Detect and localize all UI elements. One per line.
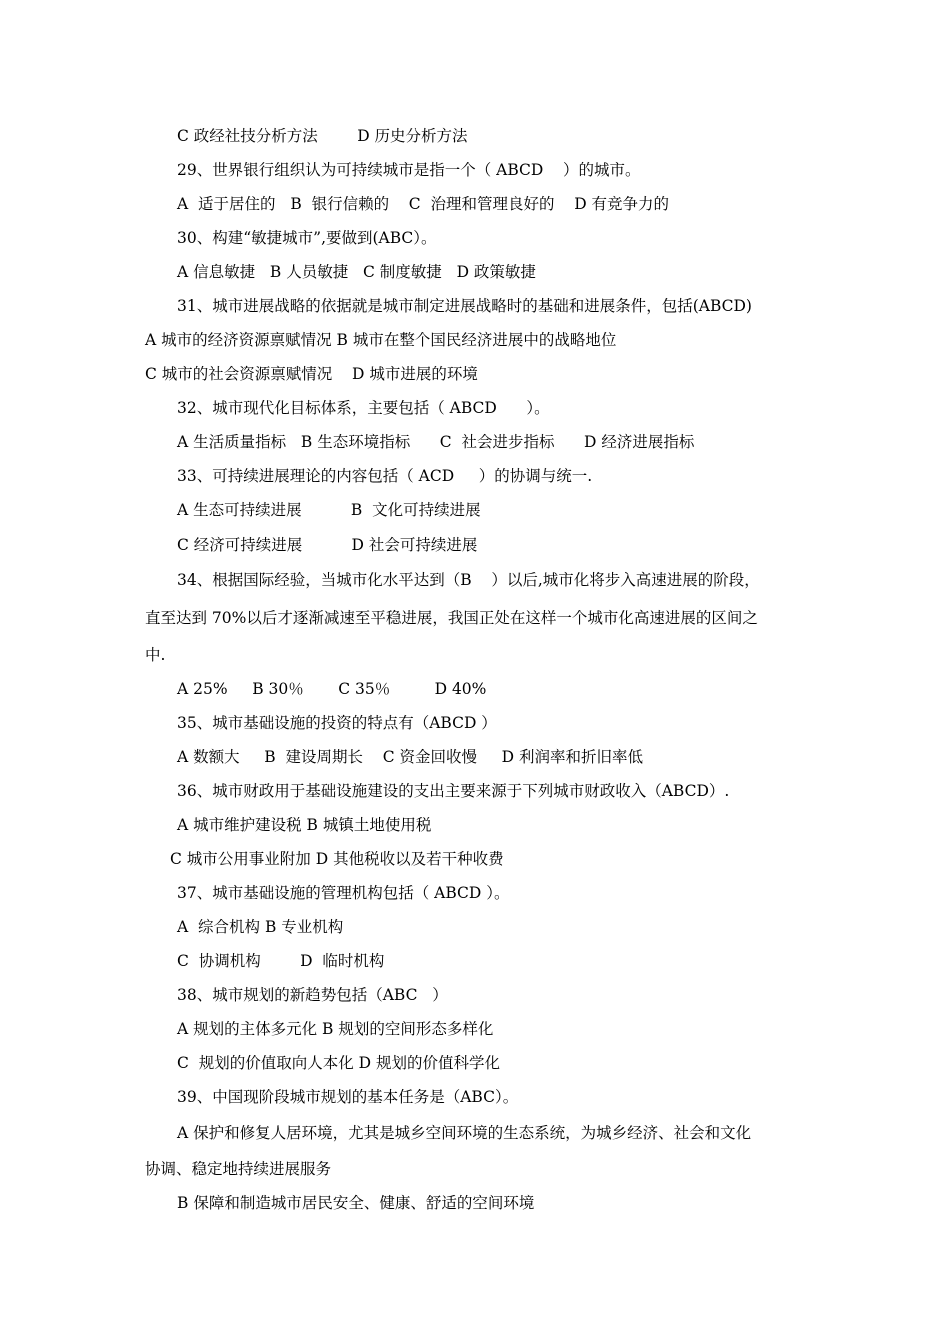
question-34-line-2: 直至达到 70%以后才逐渐减速至平稳进展，我国正处在这样一个城市化高速进展的区间之: [145, 609, 758, 627]
options-37-line-2: C 协调机构 D 临时机构: [177, 952, 385, 970]
options-33-line-2: C 经济可持续进展 D 社会可持续进展: [177, 536, 478, 554]
question-35: 35、城市基础设施的投资的特点有（ABCD ）: [177, 714, 497, 732]
options-29: A 适于居住的 B 银行信赖的 C 治理和管理良好的 D 有竞争力的: [177, 195, 670, 213]
options-33-line-1: A 生态可持续进展 B 文化可持续进展: [177, 501, 481, 519]
options-39-b: B 保障和制造城市居民安全、健康、舒适的空间环境: [177, 1194, 535, 1212]
options-39-a-line-1: A 保护和修复人居环境，尤其是城乡空间环境的生态系统，为城乡经济、社会和文化: [177, 1124, 752, 1142]
options-38-line-1: A 规划的主体多元化 B 规划的空间形态多样化: [177, 1020, 494, 1038]
options-36-line-2: C 城市公用事业附加 D 其他税收以及若干种收费: [170, 850, 504, 868]
options-38-line-2: C 规划的价值取向人本化 D 规划的价值科学化: [177, 1054, 500, 1072]
question-31: 31、城市进展战略的依据就是城市制定进展战略时的基础和进展条件，包括(ABCD): [177, 297, 752, 315]
options-31-line-1: A 城市的经济资源禀赋情况 B 城市在整个国民经济进展中的战略地位: [145, 331, 617, 349]
options-36-line-1: A 城市维护建设税 B 城镇土地使用税: [177, 816, 432, 834]
question-39: 39、中国现阶段城市规划的基本任务是（ABC）。: [177, 1088, 519, 1106]
options-37-line-1: A 综合机构 B 专业机构: [177, 918, 344, 936]
options-32: A 生活质量指标 B 生态环境指标 C 社会进步指标 D 经济进展指标: [177, 433, 695, 451]
options-35: A 数额大 B 建设周期长 C 资金回收慢 D 利润率和折旧率低: [177, 748, 643, 766]
question-38: 38、城市规划的新趋势包括（ABC ）: [177, 986, 448, 1004]
question-29: 29、世界银行组织认为可持续城市是指一个（ ABCD ）的城市。: [177, 161, 641, 179]
options-39-a-line-2: 协调、稳定地持续进展服务: [145, 1160, 332, 1178]
question-34-line-3: 中.: [145, 646, 166, 664]
question-36: 36、城市财政用于基础设施建设的支出主要来源于下列城市财政收入（ABCD）.: [177, 782, 730, 800]
text-line: C 政经社技分析方法 D 历史分析方法: [177, 127, 468, 145]
question-30: 30、构建“敏捷城市”,要做到(ABC）。: [177, 229, 437, 247]
question-32: 32、城市现代化目标体系，主要包括（ ABCD ）。: [177, 399, 550, 417]
question-37: 37、城市基础设施的管理机构包括（ ABCD ）。: [177, 884, 510, 902]
question-33: 33、可持续进展理论的内容包括（ ACD ）的协调与统一.: [177, 467, 593, 485]
options-34: A 25% B 30％ C 35％ D 40%: [177, 680, 487, 698]
options-31-line-2: C 城市的社会资源禀赋情况 D 城市进展的环境: [145, 365, 478, 383]
options-30: A 信息敏捷 B 人员敏捷 C 制度敏捷 D 政策敏捷: [177, 263, 536, 281]
question-34-line-1: 34、根据国际经验，当城市化水平达到（B ）以后,城市化将步入高速进展的阶段，: [177, 571, 760, 589]
